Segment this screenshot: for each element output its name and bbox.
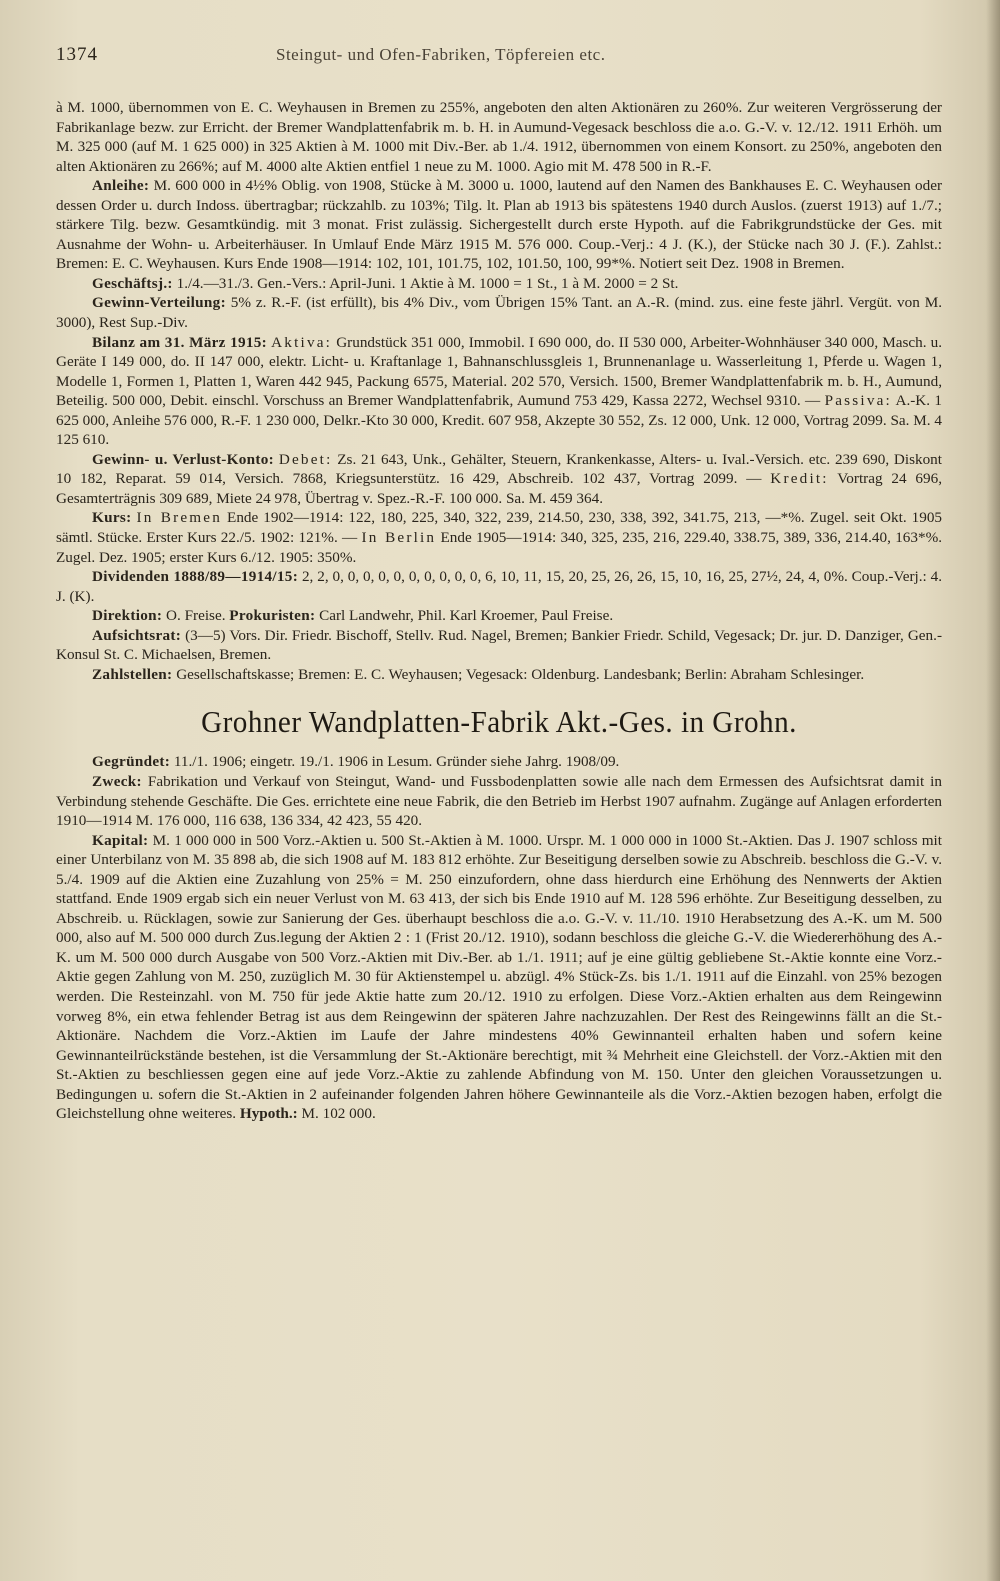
geschaeftsjahr-text: 1./4.—31./3. Gen.-Vers.: April-Juni. 1 Aktie à M. 1000 = 1 St., 1 à M. 2000 = 2 St. xyxy=(176,274,679,292)
anleihe-text: M. 600 000 in 4½% Oblig. von 1908, Stücke à M. 3000 u. 1000, lautend auf den Namen des Bankhauses E. C. Weyhausen oder dessen Order u. durch Indoss. übertragbar; rückzahlb. zu 103%; Tilg. lt. Plan ab 1913 bis spätestens 1940 durch Auslos. (zuerst 1913) auf 1./7.; stärkere Tilg. bezw. Gesamtkündig. mit 3 monat. Frist zulässig. Sichergestellt durch erste Hypoth. auf die Fabrikgrundstücke der Ges. mit Ausnahme der Wohn- u. Arbeiterhäuser. In Umlauf Ende März 1915 M. 576 000. Coup.-Verj.: 4 J. (K.), der Stücke nach 30 J. (F.). Zahlst.: Bremen: E. C. Weyhausen. Kurs Ende 1908—1914: 102, 101, 101.75, 102, 101.50, 100, 99*%. Notiert seit Dez. 1908 in Bremen. xyxy=(56,177,943,273)
guv-debet-label: Debet: xyxy=(278,450,333,468)
geschaeftsjahr-label: Geschäftsj.: xyxy=(92,274,173,292)
gegruendet-label: Gegründet: xyxy=(92,753,171,771)
gewinnverteilung-text: 5% z. R.-F. (ist erfüllt), bis 4% Div., vom Übrigen 15% Tant. an A.-R. (mind. zus. eine feste jährl. Vergüt. von M. 3000), Rest Sup.-Div. xyxy=(56,294,942,332)
kurs-bremen-text: Ende 1902—1914: 122, 180, 225, 340, 322, 239, 214.50, 230, 338, 392, 341.75, 213, —*%. Zugel. seit Okt. 1905 sämtl. Stücke. Erster Kurs 22./5. 1902: 121%. — xyxy=(56,509,943,547)
dividenden-label: Dividenden 1888/89—1914/15: xyxy=(92,568,299,586)
dividenden-paragraph xyxy=(56,567,942,606)
running-head xyxy=(56,44,942,80)
page-number: 1374 xyxy=(56,44,98,65)
kurs-berlin-text: Ende 1905—1914: 340, 325, 235, 216, 229.40, 338.75, 389, 336, 214.40, 163*%. Zugel. Dez. 1905; erster Kurs 6./12. 1905: 350%. xyxy=(56,529,943,566)
section-steingut-continued xyxy=(56,98,942,684)
kapital-text: M. 1 000 000 in 500 Vorz.-Aktien u. 500 St.-Aktien à M. 1000. Urspr. M. 1 000 000 in 1000 St.-Aktien. Das J. 1907 schloss mit einer Unterbilanz von M. 35 898 ab, die sich 1908 auf M. 183 812 erhöhte. Zur Beseitigung derselben sowie zu Abschreib. beschloss die G.-V. v. 5./4. 1909 auf die Aktien eine Zuzahlung von 25% = M. 250 einzufordern, ohne dass hierdurch eine Erhöhung des Nennwerts der Aktien stattfand. Ende 1909 ergab sich ein neuer Verlust von M. 63 413, der sich bis Ende 1910 auf M. 128 596 erhöhte. Zur Beseitigung desselben, zu Abschreib. u. Rücklagen, sowie zur Sanierung der Ges. überhaupt beschloss die a.o. G.-V. v. 11./10. 1910 Herabsetzung des A.-K. um M. 500 000, also auf M. 500 000 durch Zus.legung der Aktien 2 : 1 (Frist 20./12. 1910), sodann beschloss die gleiche G.-V. die Wiedererhöhung des A.-K. um M. 500 000 durch Ausgabe von 500 Vorz.-Aktien mit Div.-Ber. ab 1./1. 1911; auf je eine gültig gebliebene St.-Aktie konnte eine Vorz.-Aktie gegen Zahlung von M. 250, zuzüglich M. 30 für Aktienstempel u. abzügl. 4% Stück-Zs. bis 1./1. 1911 auf die Einzahl. von 25% bezogen werden. Die Resteinzahl. von M. 750 für jede Aktie hatte zum 20./12. 1910 zu erfolgen. Diese Vorz.-Aktien erhalten aus dem Reingewinn vorweg 8%, ein etwa fehlender Betrag ist aus dem Reingewinn der späteren Jahre nachzuzahlen. Der Rest des Reingewinns fällt an die St.-Aktionäre. Nachdem die Vorz.-Aktien im Laufe der Jahre mindestens 40% Gewinnanteil erhalten haben und sofern keine Gewinnanteilrückstände bestehen, ist die Versammlung der St.-Aktionäre berechtigt, mit ¾ Mehrheit eine Gleichstell. der Vorz.-Aktien mit den St.-Aktien zu beschliessen gegen eine auf jede Vorz.-Aktie zu zahlende Abfindung von M. 150. Unter den gleichen Voraussetzungen u. Bedingungen u. sofern die St.-Aktien in 2 aufeinander folgenden Jahren höhere Gewinnanteile als die Vorz.-Aktien bezogen haben, erfolgt die Gleichstellung ohne weiteres. xyxy=(56,831,942,1123)
aufsichtsrat-text: (3—5) Vors. Dir. Friedr. Bischoff, Stellv. Rud. Nagel, Bremen; Bankier Friedr. Schild, Vegesack; Dr. jur. D. Danziger, Gen.-Konsul St. C. Michaelsen, Bremen. xyxy=(56,626,942,664)
anleihe-paragraph xyxy=(56,176,942,274)
aufsichtsrat-paragraph xyxy=(56,626,942,665)
bilanz-aktiva-label: Aktiva: xyxy=(271,333,333,351)
guv-label: Gewinn- u. Verlust-Konto: xyxy=(92,450,275,468)
kapital-paragraph xyxy=(56,831,942,1124)
section-grohner xyxy=(56,704,942,1123)
kapital-label: Kapital: xyxy=(92,831,149,849)
anleihe-label: Anleihe: xyxy=(92,177,150,195)
direktion-paragraph xyxy=(56,606,942,626)
prokuristen-label: Prokuristen: xyxy=(229,607,316,625)
gegruendet-text: 11./1. 1906; eingetr. 19./1. 1906 in Lesum. Gründer siehe Jahrg. 1908/09. xyxy=(173,753,620,771)
guv-paragraph xyxy=(56,450,942,509)
bilanz-passiva-label: Passiva: xyxy=(824,392,892,410)
capital-continuation: à M. 1000, übernommen von E. C. Weyhausen in Bremen zu 255%, angeboten den alten Aktionären zu 260%. Zur weiteren Vergrösserung der Fabrikanlage bezw. zur Erricht. der Bremer Wandplattenfabrik m. b. H. in Aumund-Vegesack beschloss die a.o. G.-V. v. 12./12. 1911 Erhöh. um M. 325 000 (auf M. 1 625 000) in 325 Aktien à M. 1000 mit Div.-Ber. ab 1./4. 1912, übernommen von einem Konsort. zu 250%, angeboten den alten Aktionären zu 266%; auf M. 4000 alte Aktien entfiel 1 neue zu M. 1000. Agio mit M. 478 500 in R.-F. xyxy=(56,99,942,175)
gewinnverteilung-paragraph xyxy=(56,293,942,332)
bilanz-label: Bilanz am 31. März 1915: xyxy=(92,333,268,351)
zahlstellen-label: Zahlstellen: xyxy=(92,665,173,683)
zweck-text: Fabrikation und Verkauf von Steingut, Wand- und Fussbodenplatten sowie alle nach dem Ermessen des Aufsichtsrat damit in Verbindung stehende Geschäfte. Die Ges. errichtete eine neue Fabrik, die den Betrieb im Herbst 1907 aufnahm. Zugänge auf Anlagen erforderten 1910—1914 M. 176 000, 116 638, 136 334, 42 423, 55 420. xyxy=(56,772,942,830)
prokuristen-text: Carl Landwehr, Phil. Karl Kroemer, Paul Freise. xyxy=(319,607,614,625)
zweck-paragraph xyxy=(56,772,942,831)
kurs-label: Kurs: xyxy=(92,509,132,527)
aufsichtsrat-label: Aufsichtsrat: xyxy=(92,626,182,644)
bilanz-aktiva-text: Grundstück 351 000, Immobil. I 690 000, do. II 530 000, Arbeiter-Wohnhäuser 340 000, Masch. u. Geräte I 149 000, do. II 147 000, elektr. Licht- u. Kraftanlage 1, Bahnanschlussgleis 1, Brunnenanlage u. Wasserleitung 1, Pferde u. Wagen 1, Modelle 1, Formen 1, Platten 1, Waren 442 945, Packung 6575, Material. 202 570, Versich. 1500, Bremer Wandplattenfabrik m. b. H., Aumund, Beteilig. 500 000, Debit. einschl. Vorschuss an Bremer Wandplattenfabrik, Aumund 753 429, Kassa 2272, Wechsel 9310. — xyxy=(56,333,943,410)
bilanz-passiva-text: A.-K. 1 625 000, Anleihe 576 000, R.-F. 1 230 000, Delkr.-Kto 30 000, Kredit. 607 958, Akzepte 30 552, Zs. 12 000, Unk. 12 000, Vortrag 2099. Sa. M. 4 125 610. xyxy=(56,392,942,449)
zweck-label: Zweck: xyxy=(92,772,142,790)
gewinnverteilung-label: Gewinn-Verteilung: xyxy=(92,294,226,312)
company-heading: Grohner Wandplatten-Fabrik Akt.-Ges. in Grohn. xyxy=(201,704,797,740)
gegruendet-paragraph xyxy=(56,752,942,772)
kurs-paragraph xyxy=(56,508,942,567)
direktion-text: O. Freise. xyxy=(166,607,226,625)
direktion-label: Direktion: xyxy=(92,607,163,625)
zahlstellen-paragraph xyxy=(56,665,942,685)
dividenden-text: 2, 2, 0, 0, 0, 0, 0, 0, 0, 0, 0, 0, 6, 10, 11, 15, 20, 25, 26, 26, 15, 10, 16, 25, 27½, 24, 4, 0%. Coup.-Verj.: 4. J. (K). xyxy=(56,568,943,605)
guv-kredit-text: Vortrag 24 696, Gesamterträgnis 309 689, Miete 24 978, Übertrag v. Spez.-R.-F. 100 000. Sa. M. 459 364. xyxy=(56,470,942,507)
geschaeftsjahr-paragraph xyxy=(56,274,942,294)
guv-kredit-label: Kredit: xyxy=(770,470,829,488)
guv-debet-text: Zs. 21 643, Unk., Gehälter, Steuern, Krankenkasse, Alters- u. Ival.-Versich. etc. 239 690, Diskont 10 182, Reparat. 59 014, Versich. 7868, Kriegsunterstütz. 16 429, Abschreib. 102 437, Vortrag 2099. — xyxy=(56,450,942,488)
kurs-bremen-label: In Bremen xyxy=(136,509,223,527)
running-title: Steingut- und Ofen-Fabriken, Töpfereien etc. xyxy=(276,45,606,64)
bilanz-paragraph xyxy=(56,333,942,450)
hypoth-label: Hypoth.: xyxy=(239,1105,298,1123)
hypoth-text: M. 102 000. xyxy=(301,1105,376,1123)
kurs-berlin-label: In Berlin xyxy=(361,529,437,547)
zahlstellen-text: Gesellschaftskasse; Bremen: E. C. Weyhausen; Vegesack: Oldenburg. Landesbank; Berlin: Abraham Schlesinger. xyxy=(176,665,865,683)
